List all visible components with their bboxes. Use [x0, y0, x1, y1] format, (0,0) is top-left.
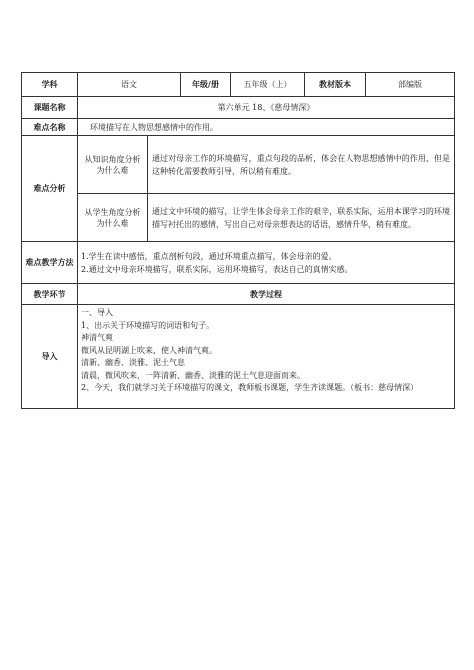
- difficulty-row: [22, 119, 455, 136]
- topic-label: 课题名称: [22, 97, 78, 119]
- student-angle-text: 通过文中环境的描写，让学生体会母亲工作的艰辛，联系实际，运用本课学习的环境描写衬托出的感情，写出自己对母亲想表达的话语，感情升华，稍有难度。: [148, 194, 455, 242]
- process-header: 教学过程: [78, 284, 455, 305]
- edition-label: 教材版本: [305, 73, 366, 96]
- analysis-row-knowledge: [22, 136, 455, 194]
- difficulty-value: 环境描写在人物思想感情中的作用。: [78, 119, 455, 136]
- knowledge-angle-line1: 从知识角度分析: [84, 154, 141, 164]
- method-row: [22, 242, 455, 284]
- intro-line-6: 清晨，微风吹来，一阵清新、幽香、淡雅的泥土气息迎面而来。: [81, 370, 305, 380]
- topic-value: 第六单元 18、《慈母情深》: [78, 97, 455, 119]
- method-line-1: 1.学生在读中感悟，重点剖析句段，通过环境重点描写，体会母亲的爱。: [81, 251, 337, 261]
- intro-row: [22, 305, 455, 409]
- student-angle-line2: 为什么难: [96, 218, 129, 228]
- intro-line-1: 一、导入: [81, 308, 113, 317]
- edition-value: 部编版: [398, 80, 422, 89]
- subject-label: 学科: [22, 73, 78, 97]
- header-row: [22, 73, 455, 97]
- student-angle-label: [78, 194, 148, 242]
- method-line-2: 2.通过文中母亲环境描写，联系实际，运用环境描写，表达自己的真情实感。: [81, 264, 353, 274]
- topic-row: [22, 97, 455, 119]
- analysis-row-student: [22, 194, 455, 242]
- method-content: [78, 242, 455, 284]
- intro-line-5: 清新、幽香、淡雅、泥土气息: [81, 358, 185, 367]
- intro-content: [78, 305, 455, 409]
- grade-label: 年级/册: [181, 73, 231, 97]
- difficulty-label: 难点名称: [22, 119, 78, 136]
- intro-line-2: 1、出示关于环境描写的词语和句子。: [81, 320, 215, 330]
- intro-line-4: 微风从昆明湖上吹来，使人神清气爽。: [81, 345, 217, 355]
- intro-line-3: 神清气爽: [81, 333, 113, 342]
- analysis-label: 难点分析: [22, 136, 78, 242]
- knowledge-angle-line2: 为什么难: [96, 165, 129, 175]
- process-header-row: [22, 284, 455, 305]
- lesson-plan-table: [21, 72, 455, 409]
- stage-name: 导入: [22, 305, 78, 409]
- intro-line-7: 2、今天，我们就学习关于环境描写的课文，教师板书课题，学生齐读课题。（板书：慈母情深）: [81, 383, 419, 392]
- edition-cell: [305, 73, 455, 97]
- student-angle-line1: 从学生角度分析: [84, 207, 141, 217]
- subject-value: 语文: [78, 73, 181, 97]
- stage-header: 教学环节: [22, 284, 78, 305]
- method-label: 难点教学方法: [22, 242, 78, 284]
- knowledge-angle-text: 通过对母亲工作的环境描写，重点句段的品析，体会在人物思想感情中的作用，但是这种转化需要教师引导，所以稍有难度。: [148, 136, 455, 194]
- knowledge-angle-label: [78, 136, 148, 194]
- grade-value: 五年级（上）: [231, 73, 305, 97]
